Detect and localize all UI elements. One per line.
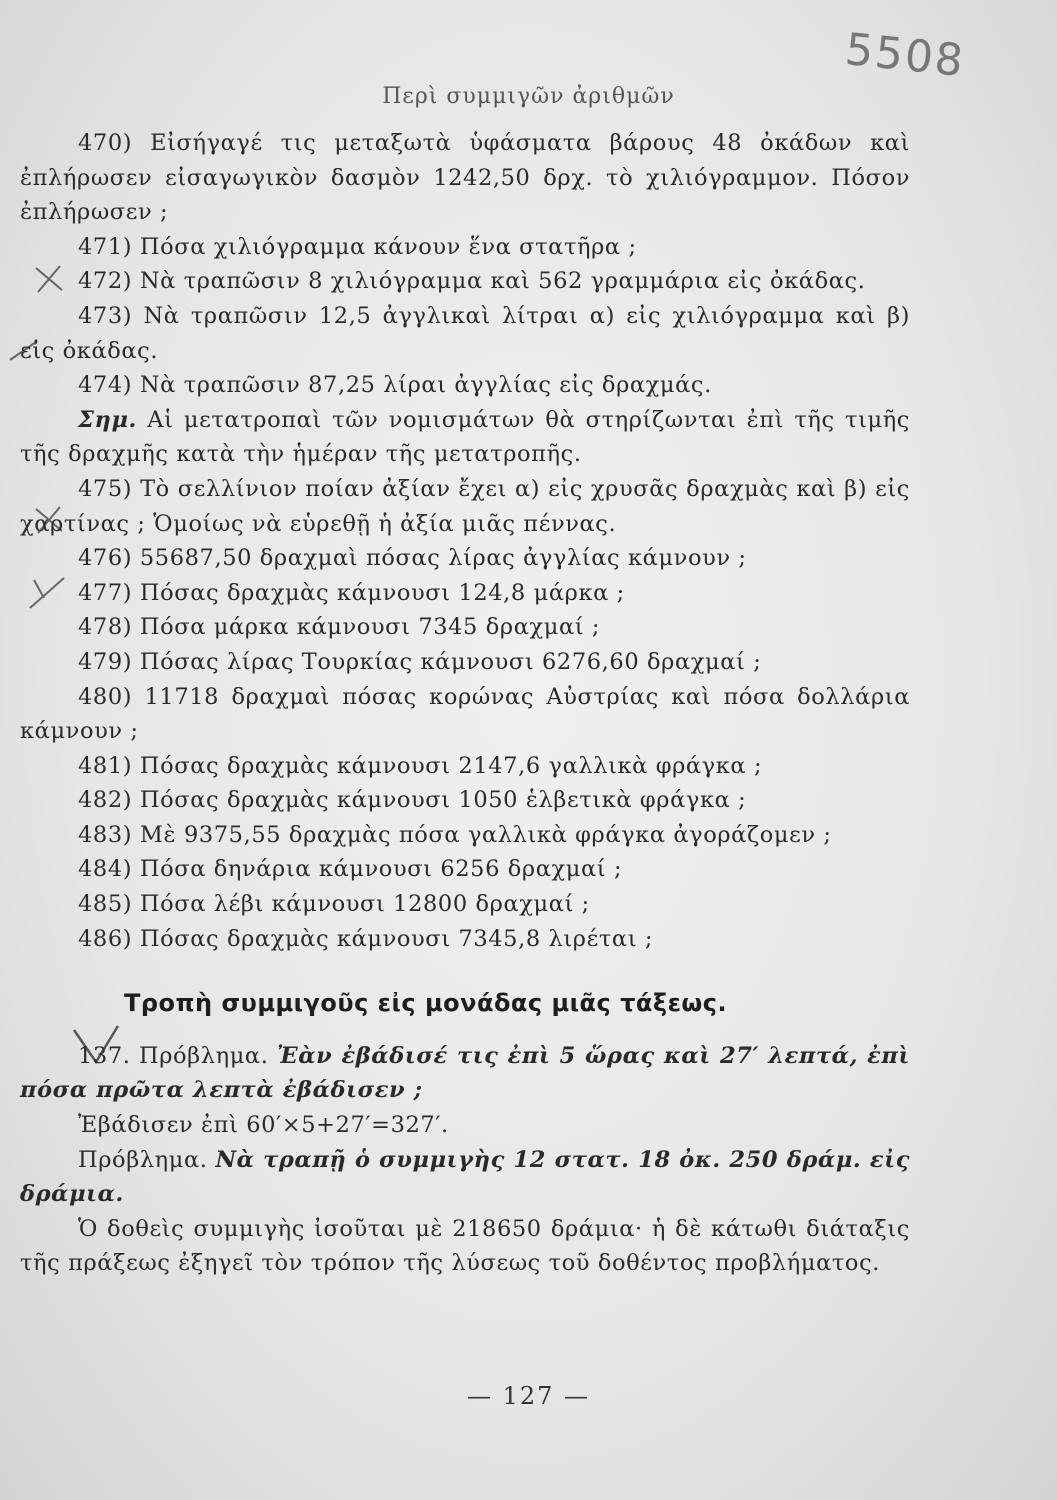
- exercise-478: 478) Πόσα μάρκα κάμνουσι 7345 δραχμαί ;: [78, 614, 601, 641]
- page-body: [20, 126, 910, 1281]
- exercise-471: 471) Πόσα χιλιόγραμμα κάνουν ἕνα στατῆρα ;: [78, 233, 637, 260]
- exercise-483: 483) Μὲ 9375,55 δραχμὰς πόσα γαλλικὰ φράγκα ἀγοράζομεν ;: [78, 821, 832, 848]
- exercise-485: 485) Πόσα λέβι κάμνουσι 12800 δραχμαί ;: [78, 891, 590, 918]
- note-paragraph: [20, 403, 910, 472]
- exercise-479: 479) Πόσας λίρας Τουρκίας κάμνουσι 6276,60 δραχμαί ;: [78, 648, 762, 675]
- exercise-477: 477) Πόσας δραχμὰς κάμνουσι 124,8 μάρκα ;: [78, 579, 625, 606]
- note-text: Αἱ μετατροπαὶ τῶν νομισμάτων θὰ στηρίζωνται ἐπὶ τῆς τιμῆς τῆς δραχμῆς κατὰ τὴν ἡμέραν τῆς μετατροπῆς.: [20, 406, 910, 468]
- exercise-480: 480) 11718 δραχμαὶ πόσας κορώνας Αὐστρίας καὶ πόσα δολλάρια κάμνουν ;: [20, 683, 910, 745]
- problem-137-answer: Ἐβάδισεν ἐπὶ 60′×5+27′=327′.: [78, 1112, 449, 1139]
- exercise-476: 476) 55687,50 δραχμαὶ πόσας λίρας ἀγγλίας κάμνουν ;: [78, 545, 747, 572]
- problem-2-lead: Πρόβλημα.: [78, 1146, 208, 1173]
- exercise-473: 473) Νὰ τραπῶσιν 12,5 ἀγγλικαὶ λίτραι α) εἰς χιλιόγραμμα καὶ β) εἰς ὀκάδας.: [20, 302, 910, 364]
- exercise-484: 484) Πόσα δηνάρια κάμνουσι 6256 δραχμαί ;: [78, 856, 623, 883]
- problem-137-lead: 137. Πρόβλημα.: [78, 1042, 269, 1069]
- section-heading: Τροπὴ συμμιγοῦς εἰς μονάδας μιᾶς τάξεως.: [124, 989, 728, 1018]
- problem-2-answer: Ὁ δοθεὶς συμμιγὴς ἰσοῦται μὲ 218650 δράμια· ἡ δὲ κάτωθι διάταξις τῆς πράξεως ἐξηγεῖ τὸν τρόπον τῆς λύσεως τοῦ δοθέντος προβλήματος.: [20, 1215, 910, 1277]
- exercise-475: 475) Τὸ σελλίνιον ποίαν ἀξίαν ἔχει α) εἰς χρυσᾶς δραχμὰς καὶ β) εἰς χαρτίνας ; Ὁμοίως νὰ εὑρεθῇ ἡ ἀξία μιᾶς πέννας.: [20, 475, 910, 537]
- page-number: — 127 —: [466, 1382, 591, 1410]
- problem-2-question: Νὰ τραπῇ ὁ συμμιγὴς 12 στατ. 18 ὀκ. 250 δράμ. εἰς δράμια.: [20, 1146, 910, 1208]
- exercise-472: 472) Νὰ τραπῶσιν 8 χιλιόγραμμα καὶ 562 γραμμάρια εἰς ὀκάδας.: [78, 268, 866, 295]
- exercise-486: 486) Πόσας δραχμὰς κάμνουσι 7345,8 λιρέται ;: [78, 925, 654, 952]
- exercise-470: 470) Εἰσήγαγέ τις μεταξωτὰ ὑφάσματα βάρους 48 ὀκάδων καὶ ἐπλήρωσεν εἰσαγωγικὸν δασμὸν 1242,50 δρχ. τὸ χιλιόγραμμον. Πόσον ἐπλήρωσεν ;: [20, 130, 910, 226]
- note-label: Σημ.: [78, 406, 137, 433]
- exercise-482: 482) Πόσας δραχμὰς κάμνουσι 1050 ἑλβετικὰ φράγκα ;: [78, 787, 747, 814]
- exercise-481: 481) Πόσας δραχμὰς κάμνουσι 2147,6 γαλλικὰ φράγκα ;: [78, 752, 763, 779]
- problem-2: [20, 1143, 910, 1212]
- handwritten-annotation: 5508: [842, 23, 968, 88]
- exercise-474: 474) Νὰ τραπῶσιν 87,25 λίραι ἀγγλίας εἰς δραχμάς.: [78, 372, 712, 399]
- problem-137-question: Ἐὰν ἐβάδισέ τις ἐπὶ 5 ὥρας καὶ 27′ λεπτά, ἐπὶ πόσα πρῶτα λεπτὰ ἐβάδισεν ;: [20, 1042, 910, 1104]
- problem-137: [20, 1039, 910, 1108]
- running-head: Περὶ συμμιγῶν ἀριθμῶν: [382, 84, 675, 109]
